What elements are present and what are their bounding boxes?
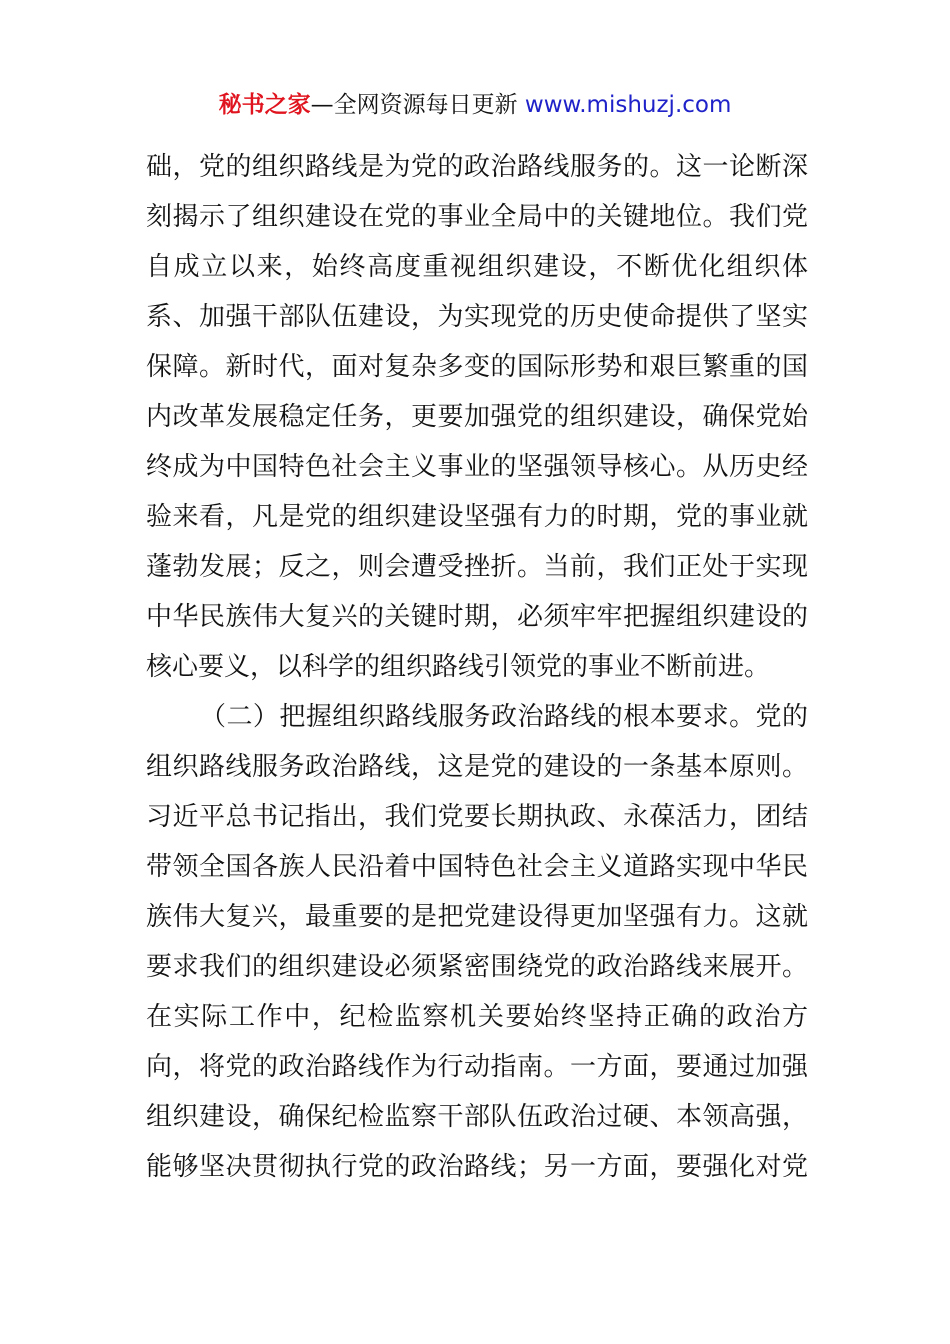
- body-line: 自成立以来，始终高度重视组织建设，不断优化组织体: [146, 252, 808, 282]
- section-heading-line: （二）把握组织路线服务政治路线的根本要求。党的: [200, 702, 808, 732]
- site-url-link[interactable]: www.mishuzj.com: [524, 92, 732, 118]
- body-line: 内改革发展稳定任务，更要加强党的组织建设，确保党始: [146, 402, 808, 432]
- body-line: 核心要义，以科学的组织路线引领党的事业不断前进。: [146, 652, 771, 682]
- body-line: 要求我们的组织建设必须紧密围绕党的政治路线来展开。: [146, 952, 808, 982]
- body-line: 带领全国各族人民沿着中国特色社会主义道路实现中华民: [146, 852, 808, 882]
- body-line: 验来看，凡是党的组织建设坚强有力的时期，党的事业就: [146, 502, 808, 532]
- document-body: [146, 142, 808, 1192]
- body-line: 习近平总书记指出，我们党要长期执政、永葆活力，团结: [146, 802, 808, 832]
- body-line: 础，党的组织路线是为党的政治路线服务的。这一论断深: [146, 152, 808, 182]
- body-line: 族伟大复兴，最重要的是把党建设得更加坚强有力。这就: [146, 902, 808, 932]
- site-header: [0, 88, 950, 122]
- site-tagline: —全网资源每日更新: [310, 92, 518, 118]
- body-line: 刻揭示了组织建设在党的事业全局中的关键地位。我们党: [146, 202, 808, 232]
- body-line: 组织路线服务政治路线，这是党的建设的一条基本原则。: [146, 752, 808, 782]
- body-line: 中华民族伟大复兴的关键时期，必须牢牢把握组织建设的: [146, 602, 808, 632]
- body-line: 在实际工作中，纪检监察机关要始终坚持正确的政治方: [146, 1002, 808, 1032]
- body-line: 能够坚决贯彻执行党的政治路线；另一方面，要强化对党: [146, 1152, 808, 1182]
- body-line: 向，将党的政治路线作为行动指南。一方面，要通过加强: [146, 1052, 808, 1082]
- body-line: 组织建设，确保纪检监察干部队伍政治过硬、本领高强，: [146, 1102, 808, 1132]
- body-line: 系、加强干部队伍建设，为实现党的历史使命提供了坚实: [146, 302, 808, 332]
- body-line: 保障。新时代，面对复杂多变的国际形势和艰巨繁重的国: [146, 352, 808, 382]
- site-brand: 秘书之家: [218, 92, 311, 118]
- body-line: 蓬勃发展；反之，则会遭受挫折。当前，我们正处于实现: [146, 552, 808, 582]
- body-line: 终成为中国特色社会主义事业的坚强领导核心。从历史经: [146, 452, 808, 482]
